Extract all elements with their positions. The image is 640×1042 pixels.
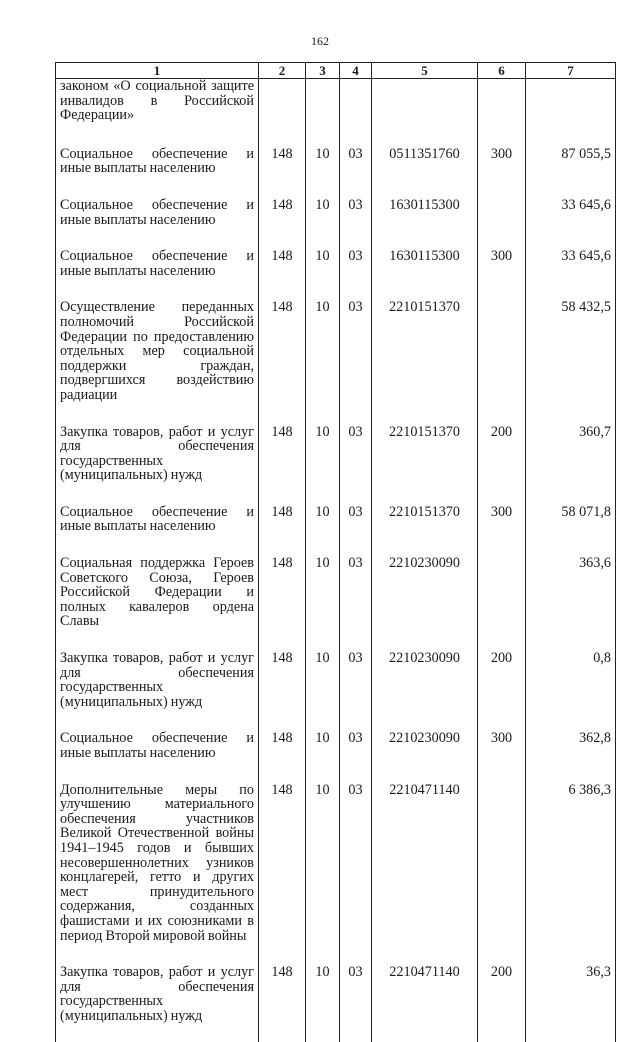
column-header: 1: [56, 63, 259, 79]
subsection-code: 03: [340, 503, 372, 554]
target-article-code: 0511351760: [372, 145, 478, 196]
ministry-code: 148: [259, 729, 306, 780]
table-row: [56, 79, 616, 145]
column-header: 6: [478, 63, 526, 79]
row-name: законом «О социальной защите инвалидов в Российской Федерации»: [56, 79, 259, 145]
row-name: Социальное обеспечение и иные выплаты населению: [56, 145, 259, 196]
subsection-code: 03: [340, 247, 372, 298]
column-header: 5: [372, 63, 478, 79]
amount: 58 071,8: [526, 503, 616, 554]
table-row: [56, 423, 616, 503]
column-header: 4: [340, 63, 372, 79]
table-header-row: [56, 63, 616, 79]
target-article-code: 2210230090: [372, 554, 478, 649]
subsection-code: 03: [340, 649, 372, 729]
subsection-code: 03: [340, 196, 372, 247]
target-article-code: 2210230090: [372, 649, 478, 729]
expense-type-code: [478, 781, 526, 964]
amount: 6 386,3: [526, 781, 616, 964]
subsection-code: 03: [340, 781, 372, 964]
section-code: 10: [306, 781, 340, 964]
section-code: 10: [306, 196, 340, 247]
section-code: 10: [306, 503, 340, 554]
expense-type-code: 300: [478, 145, 526, 196]
row-name: Социальное обеспечение и иные выплаты населению: [56, 247, 259, 298]
section-code: 10: [306, 423, 340, 503]
section-code: 10: [306, 649, 340, 729]
section-code: 10: [306, 963, 340, 1041]
table-row: [56, 145, 616, 196]
target-article-code: 2210230090: [372, 729, 478, 780]
amount: 87 055,5: [526, 145, 616, 196]
subsection-code: 03: [340, 963, 372, 1041]
row-name: Осуществление переданных полномочий Российской Федерации по предоставлению отдельных мер социальной поддержки граждан, подвергшихся воздействию радиации: [56, 298, 259, 422]
amount: 0,8: [526, 649, 616, 729]
table-row: [56, 781, 616, 964]
expense-type-code: 300: [478, 503, 526, 554]
amount: 33 645,6: [526, 247, 616, 298]
target-article-code: 1630115300: [372, 196, 478, 247]
row-name: Социальное обеспечение и иные выплаты населению: [56, 503, 259, 554]
table-row: [56, 298, 616, 422]
ministry-code: 148: [259, 196, 306, 247]
ministry-code: 148: [259, 503, 306, 554]
row-name: Закупка товаров, работ и услуг для обеспечения государственных (муниципальных) нужд: [56, 963, 259, 1041]
amount: 58 432,5: [526, 298, 616, 422]
section-code: 10: [306, 554, 340, 649]
table-row: [56, 503, 616, 554]
amount: 360,7: [526, 423, 616, 503]
row-name: Социальная поддержка Героев Советского Союза, Героев Российской Федерации и полных кавалеров ордена Славы: [56, 554, 259, 649]
subsection-code: [340, 79, 372, 145]
budget-table: [55, 62, 616, 1042]
section-code: 10: [306, 145, 340, 196]
column-header: 2: [259, 63, 306, 79]
row-name: Дополнительные меры по улучшению материального обеспечения участников Великой Отечественной войны 1941–1945 годов и бывших несовершеннолетних узников концлагерей, гетто и других мест принудительного содержания, созданных фашистами и их союзниками в период Второй мировой войны: [56, 781, 259, 964]
table-row: [56, 554, 616, 649]
subsection-code: 03: [340, 554, 372, 649]
expense-type-code: [478, 196, 526, 247]
amount: 36,3: [526, 963, 616, 1041]
section-code: 10: [306, 247, 340, 298]
expense-type-code: [478, 298, 526, 422]
expense-type-code: [478, 554, 526, 649]
column-header: 3: [306, 63, 340, 79]
ministry-code: 148: [259, 554, 306, 649]
ministry-code: 148: [259, 781, 306, 964]
ministry-code: 148: [259, 145, 306, 196]
target-article-code: 2210471140: [372, 781, 478, 964]
expense-type-code: 300: [478, 247, 526, 298]
ministry-code: 148: [259, 298, 306, 422]
amount: 33 645,6: [526, 196, 616, 247]
table-row: [56, 196, 616, 247]
row-name: Закупка товаров, работ и услуг для обеспечения государственных (муниципальных) нужд: [56, 423, 259, 503]
target-article-code: 2210471140: [372, 963, 478, 1041]
ministry-code: 148: [259, 963, 306, 1041]
subsection-code: 03: [340, 298, 372, 422]
table-row: [56, 247, 616, 298]
table-row: [56, 649, 616, 729]
row-name: Социальное обеспечение и иные выплаты населению: [56, 729, 259, 780]
table-row: [56, 963, 616, 1041]
page-number: 162: [311, 34, 329, 48]
section-code: [306, 79, 340, 145]
ministry-code: [259, 79, 306, 145]
subsection-code: 03: [340, 145, 372, 196]
target-article-code: 1630115300: [372, 247, 478, 298]
ministry-code: 148: [259, 423, 306, 503]
section-code: 10: [306, 298, 340, 422]
table-row: [56, 729, 616, 780]
target-article-code: [372, 79, 478, 145]
amount: 362,8: [526, 729, 616, 780]
target-article-code: 2210151370: [372, 503, 478, 554]
amount: [526, 79, 616, 145]
expense-type-code: 300: [478, 729, 526, 780]
column-header: 7: [526, 63, 616, 79]
ministry-code: 148: [259, 649, 306, 729]
ministry-code: 148: [259, 247, 306, 298]
expense-type-code: 200: [478, 423, 526, 503]
expense-type-code: 200: [478, 963, 526, 1041]
expense-type-code: 200: [478, 649, 526, 729]
section-code: 10: [306, 729, 340, 780]
row-name: Социальное обеспечение и иные выплаты населению: [56, 196, 259, 247]
subsection-code: 03: [340, 729, 372, 780]
target-article-code: 2210151370: [372, 423, 478, 503]
amount: 363,6: [526, 554, 616, 649]
row-name: Закупка товаров, работ и услуг для обеспечения государственных (муниципальных) нужд: [56, 649, 259, 729]
target-article-code: 2210151370: [372, 298, 478, 422]
subsection-code: 03: [340, 423, 372, 503]
expense-type-code: [478, 79, 526, 145]
